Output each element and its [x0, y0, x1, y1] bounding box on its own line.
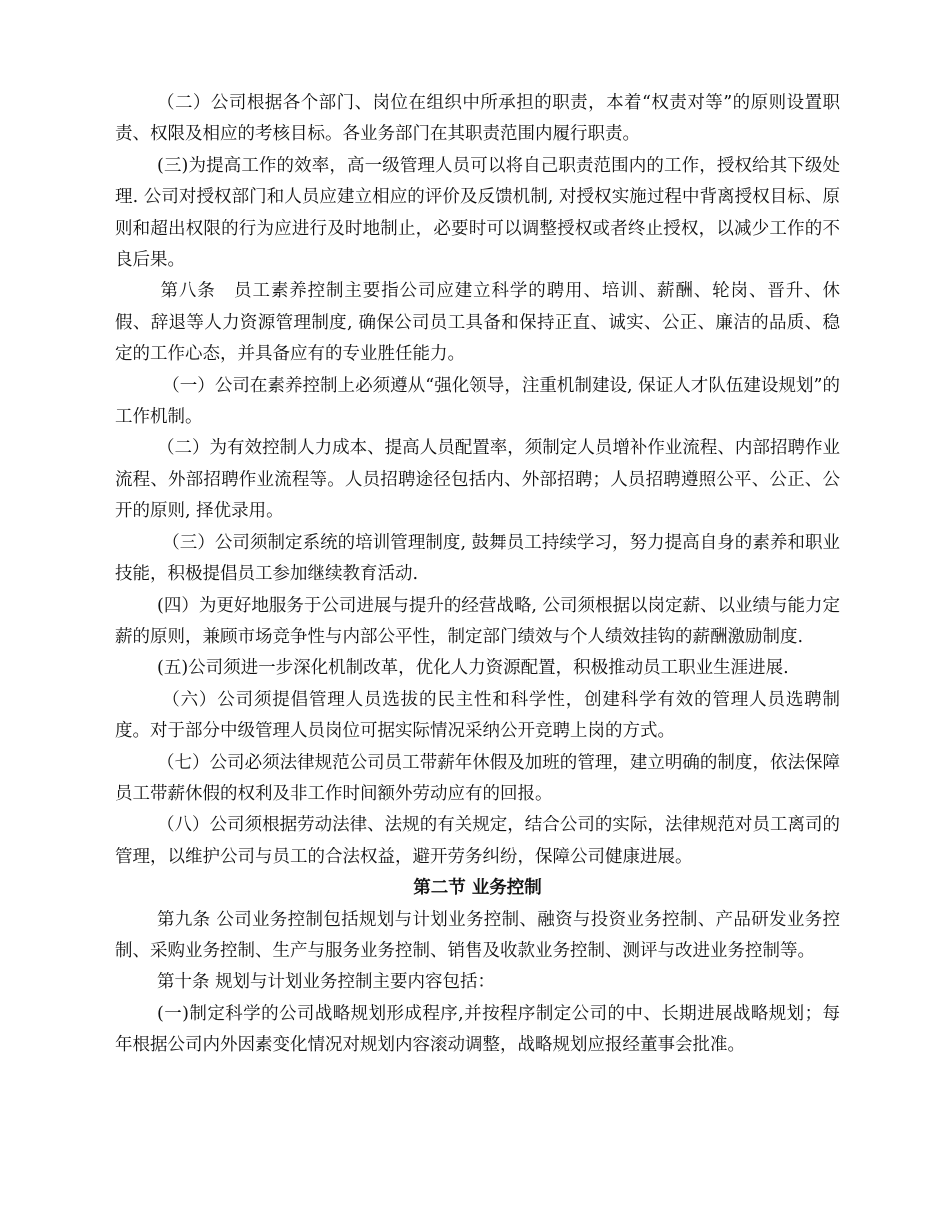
paragraph-article-10: 第十条 规划与计划业务控制主要内容包括：	[157, 972, 496, 993]
paragraph-item-4: (四）为更好地服务于公司进展与提升的经营战略, 公司须根据以岗定薪、以业绩与能力定薪的原则，兼顾市场竞争性与内部公平性，制定部门绩效与个人绩效挂钩的薪酬激励制度.	[115, 595, 840, 647]
paragraph-item-5: (五)公司须进一步深化机制改革，优化人力资源配置，积极推动员工职业生涯进展.	[157, 658, 789, 679]
paragraph-article-8: 第八条 员工素养控制主要指公司应建立科学的聘用、培训、薪酬、轮岗、晋升、休假、辞退等人力资源管理制度, 确保公司员工具备和保持正直、诚实、公正、廉洁的品质、稳定的工作心态，并具备应有的专业胜任能力。	[115, 281, 840, 365]
paragraph-item-2: （二）为有效控制人力成本、提高人员配置率，须制定人员增补作业流程、内部招聘作业流程、外部招聘作业流程等。人员招聘途径包括内、外部招聘；人员招聘遵照公平、公正、公开的原则, 择优录用。	[115, 438, 840, 522]
paragraph-delegation: (三)为提高工作的效率，高一级管理人员可以将自己职责范围内的工作，授权给其下级处理. 公司对授权部门和人员应建立相应的评价及反馈机制, 对授权实施过程中背离授权目标、原则和超出权限的行为应进行及时地制止，必要时可以调整授权或者终止授权，以减少工作的不良后果。	[115, 155, 840, 271]
paragraph-item-8: （八）公司须根据劳动法律、法规的有关规定，结合公司的实际，法律规范对员工离司的管理，以维护公司与员工的合法权益，避开劳务纠纷，保障公司健康进展。	[115, 815, 840, 867]
paragraph-item-6: （六）公司须提倡管理人员选拔的民主性和科学性，创建科学有效的管理人员选聘制度。对于部分中级管理人员岗位可据实际情况采纳公开竞聘上岗的方式。	[115, 689, 840, 742]
paragraph-article-10-item-1: (一)制定科学的公司战略规划形成程序,并按程序制定公司的中、长期进展战略规划；每年根据公司内外因素变化情况对规划内容滚动调整，战略规划应报经董事会批准。	[115, 1003, 840, 1056]
paragraph-item-7: （七）公司必须法律规范公司员工带薪年休假及加班的管理，建立明确的制度，依法保障员工带薪休假的权利及非工作时间额外劳动应有的回报。	[115, 752, 840, 804]
paragraph-item-3: （三）公司须制定系统的培训管理制度, 鼓舞员工持续学习，努力提高自身的素养和职业技能，积极提倡员工参加继续教育活动.	[115, 532, 840, 585]
section-heading: 第二节 业务控制	[413, 878, 542, 899]
paragraph-authority-responsibility: （二）公司根据各个部门、岗位在组织中所承担的职责，本着“权责对等”的原则设置职责、权限及相应的考核目标。各业务部门在其职责范围内履行职责。	[115, 93, 840, 145]
document-page	[115, 88, 840, 1062]
paragraph-article-9: 第九条 公司业务控制包括规划与计划业务控制、融资与投资业务控制、产品研发业务控制、采购业务控制、生产与服务业务控制、销售及收款业务控制、测评与改进业务控制等。	[115, 909, 840, 961]
paragraph-item-1: （一）公司在素养控制上必须遵从“强化领导，注重机制建设, 保证人才队伍建设规划”的工作机制。	[115, 375, 840, 428]
